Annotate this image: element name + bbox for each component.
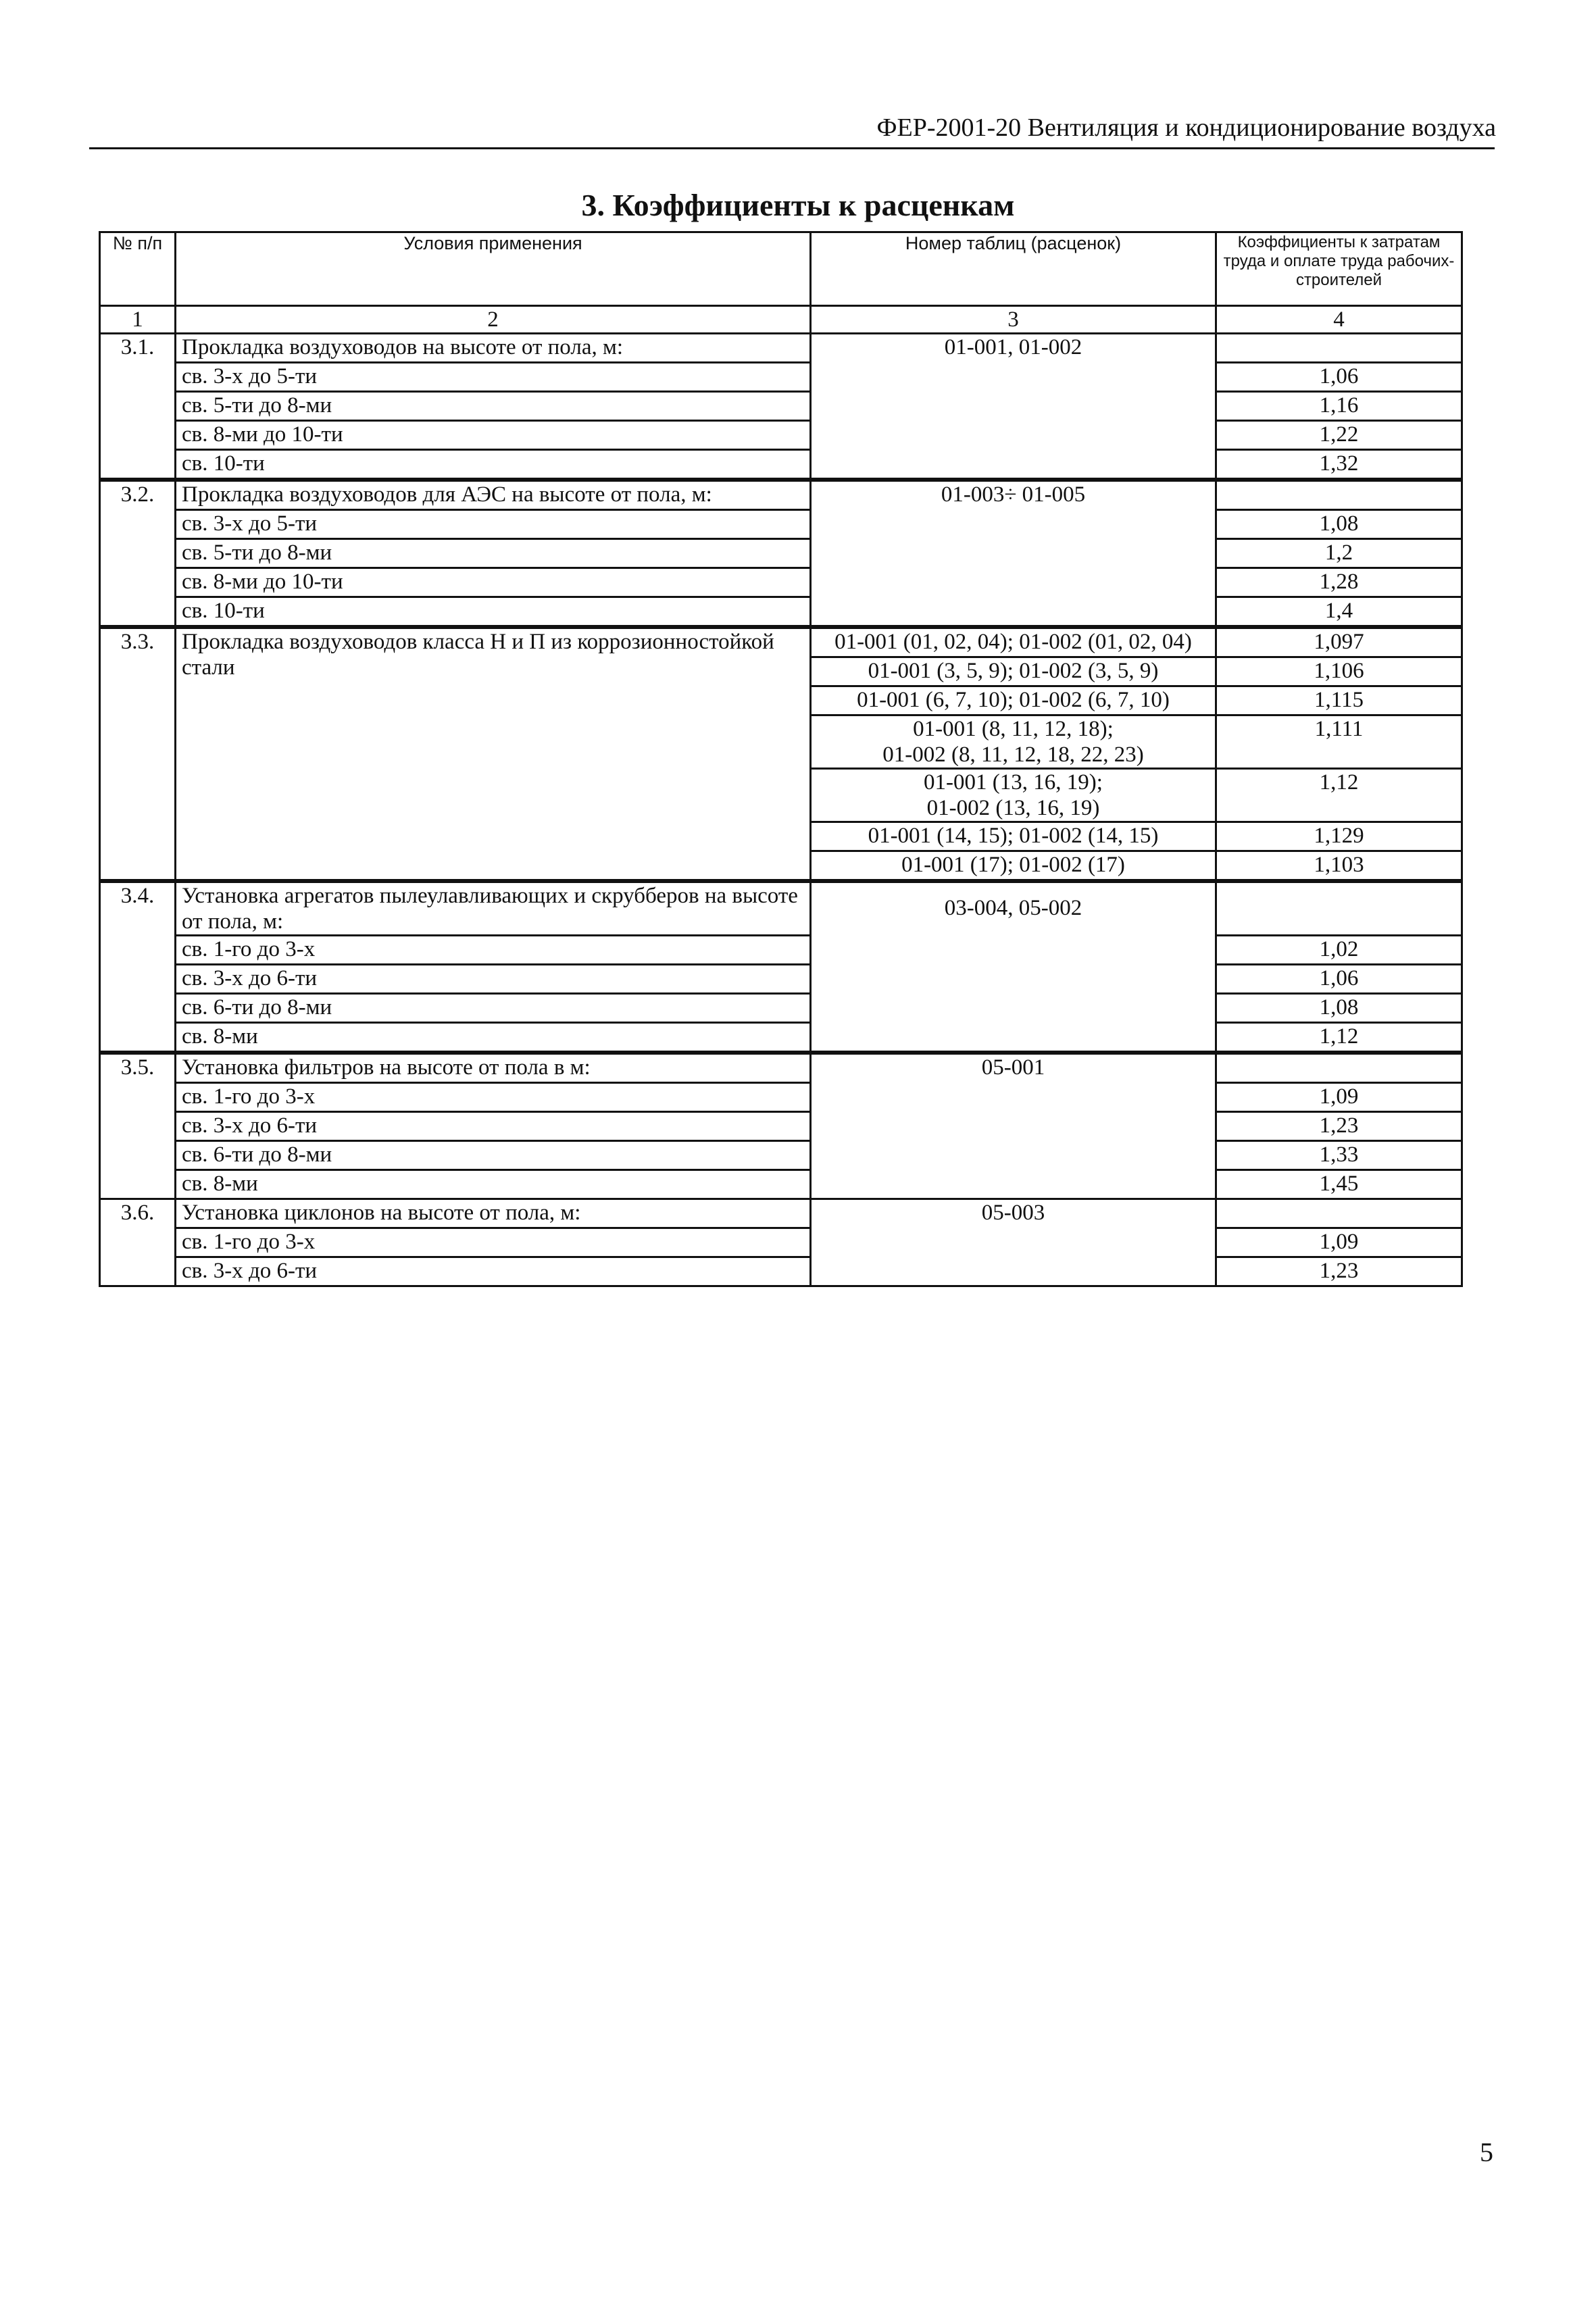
column-number: 1 xyxy=(100,306,176,334)
height-range: св. 3-х до 5-ти xyxy=(176,363,811,392)
coefficient-value: 1,129 xyxy=(1216,822,1462,851)
height-range: св. 3-х до 6-ти xyxy=(176,965,811,994)
table-numbers: 01-001 (01, 02, 04); 01-002 (01, 02, 04) xyxy=(811,627,1216,657)
coefficient-value: 1,4 xyxy=(1216,597,1462,628)
coefficient-value: 1,106 xyxy=(1216,657,1462,686)
header-rule xyxy=(89,147,1495,149)
coefficient-value: 1,33 xyxy=(1216,1141,1462,1170)
item-number: 3.1. xyxy=(100,334,176,480)
height-range: св. 5-ти до 8-ми xyxy=(176,392,811,421)
table-numbers-line: 01-001 (13, 16, 19); xyxy=(924,770,1103,795)
table-numbers: 01-001, 01-002 xyxy=(811,334,1216,480)
header-conditions: Условия применения xyxy=(176,232,811,306)
running-header: ФЕР-2001-20 Вентиляция и кондиционирование воздуха xyxy=(876,114,1496,142)
height-range: св. 1-го до 3-х xyxy=(176,1228,811,1257)
coefficient-value: 1,23 xyxy=(1216,1257,1462,1286)
coefficient-value: 1,06 xyxy=(1216,363,1462,392)
condition-title: Прокладка воздуховодов класса Н и П из коррозионностойкой стали xyxy=(176,627,811,881)
height-range: св. 6-ти до 8-ми xyxy=(176,1141,811,1170)
condition-title: Прокладка воздуховодов для АЭС на высоте от пола, м: xyxy=(176,480,811,510)
table-numbers: 01-001 (3, 5, 9); 01-002 (3, 5, 9) xyxy=(811,657,1216,686)
table-numbers: 05-001 xyxy=(811,1053,1216,1199)
height-range: св. 5-ти до 8-ми xyxy=(176,539,811,568)
item-number: 3.3. xyxy=(100,627,176,881)
coefficient-cell xyxy=(1216,1053,1462,1083)
coefficient-value: 1,097 xyxy=(1216,627,1462,657)
coefficient-value: 1,08 xyxy=(1216,510,1462,539)
coefficient-value: 1,09 xyxy=(1216,1228,1462,1257)
table-numbers-line: 01-001 (8, 11, 12, 18); xyxy=(913,717,1114,741)
coefficient-cell xyxy=(1216,881,1462,936)
coefficient-value: 1,22 xyxy=(1216,421,1462,450)
coefficient-value: 1,111 xyxy=(1216,715,1462,769)
condition-title: Установка циклонов на высоте от пола, м: xyxy=(176,1199,811,1228)
condition-title: Прокладка воздуховодов на высоте от пола, м: xyxy=(176,334,811,363)
height-range: св. 8-ми до 10-ти xyxy=(176,568,811,597)
table-numbers: 01-001 (17); 01-002 (17) xyxy=(811,851,1216,882)
column-number: 3 xyxy=(811,306,1216,334)
page-number: 5 xyxy=(1480,2137,1493,2167)
height-range: св. 6-ти до 8-ми xyxy=(176,994,811,1023)
height-range: св. 10-ти xyxy=(176,450,811,480)
item-number: 3.6. xyxy=(100,1199,176,1286)
table-numbers: 01-001 (14, 15); 01-002 (14, 15) xyxy=(811,822,1216,851)
table-numbers: 03-004, 05-002 xyxy=(811,881,1216,1053)
height-range: св. 1-го до 3-х xyxy=(176,936,811,965)
condition-title: Установка агрегатов пылеулавливающих и скрубберов на высоте от пола, м: xyxy=(176,881,811,936)
height-range: св. 3-х до 5-ти xyxy=(176,510,811,539)
height-range: св. 1-го до 3-х xyxy=(176,1083,811,1112)
table-numbers: 01-001 (6, 7, 10); 01-002 (6, 7, 10) xyxy=(811,686,1216,715)
column-number: 2 xyxy=(176,306,811,334)
item-number: 3.5. xyxy=(100,1053,176,1199)
table-numbers xyxy=(811,715,1216,769)
coefficient-value: 1,06 xyxy=(1216,965,1462,994)
header-table-numbers: Номер таблиц (расценок) xyxy=(811,232,1216,306)
coefficient-value: 1,12 xyxy=(1216,1023,1462,1053)
height-range: св. 3-х до 6-ти xyxy=(176,1112,811,1141)
table-numbers: 05-003 xyxy=(811,1199,1216,1286)
table-numbers-line: 01-002 (13, 16, 19) xyxy=(926,796,1100,820)
coefficient-value: 1,115 xyxy=(1216,686,1462,715)
coefficient-value: 1,103 xyxy=(1216,851,1462,882)
height-range: св. 3-х до 6-ти xyxy=(176,1257,811,1286)
table-numbers xyxy=(811,769,1216,822)
height-range: св. 10-ти xyxy=(176,597,811,628)
table-numbers-line: 01-002 (8, 11, 12, 18, 22, 23) xyxy=(882,743,1144,767)
column-number: 4 xyxy=(1216,306,1462,334)
coefficient-value: 1,2 xyxy=(1216,539,1462,568)
section-title: 3. Коэффициенты к расценкам xyxy=(581,188,1015,222)
coefficient-cell xyxy=(1216,334,1462,363)
height-range: св. 8-ми до 10-ти xyxy=(176,421,811,450)
coefficient-value: 1,28 xyxy=(1216,568,1462,597)
height-range: св. 8-ми xyxy=(176,1170,811,1199)
coefficient-value: 1,32 xyxy=(1216,450,1462,480)
coefficient-value: 1,09 xyxy=(1216,1083,1462,1112)
coefficient-cell xyxy=(1216,1199,1462,1228)
item-number: 3.4. xyxy=(100,881,176,1053)
coefficient-value: 1,12 xyxy=(1216,769,1462,822)
coefficient-value: 1,02 xyxy=(1216,936,1462,965)
coefficient-value: 1,23 xyxy=(1216,1112,1462,1141)
header-coefficients: Коэффициенты к затратам труда и оплате труда рабочих-строителей xyxy=(1216,232,1462,306)
header-number: № п/п xyxy=(100,232,176,306)
height-range: св. 8-ми xyxy=(176,1023,811,1053)
coefficient-value: 1,45 xyxy=(1216,1170,1462,1199)
condition-title: Установка фильтров на высоте от пола в м: xyxy=(176,1053,811,1083)
coefficient-value: 1,08 xyxy=(1216,994,1462,1023)
coefficients-table xyxy=(99,231,1463,1287)
item-number: 3.2. xyxy=(100,480,176,627)
coefficient-cell xyxy=(1216,480,1462,510)
table-numbers: 01-003÷ 01-005 xyxy=(811,480,1216,627)
coefficient-value: 1,16 xyxy=(1216,392,1462,421)
